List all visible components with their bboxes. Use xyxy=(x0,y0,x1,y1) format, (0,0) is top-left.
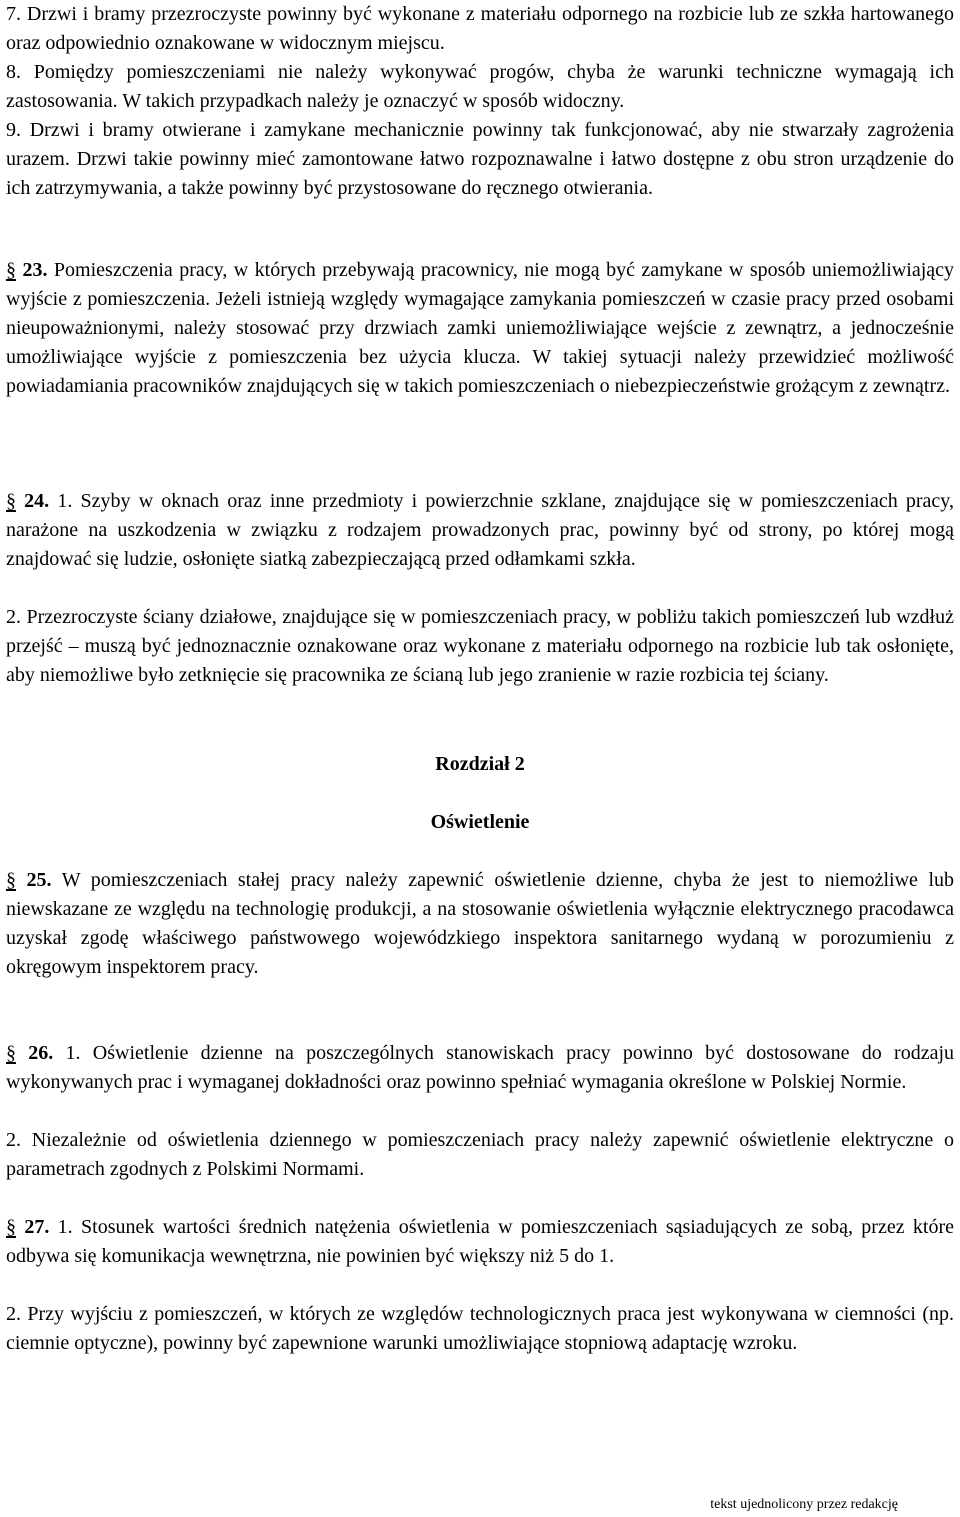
item-text: Szyby w oknach oraz inne przedmioty i powierzchnie szklane, znajdujące się w pomieszczeniach pracy, narażone na uszkodzenia w związku z rodzajem prowadzonych prac, powinny być od strony, po której mogą znajdować się ludzie, osłonięte siatką zabezpieczającą przed odłamkami szkła. xyxy=(6,490,954,570)
paragraph-number: 7. xyxy=(6,3,21,25)
section-24-item-2 xyxy=(6,603,954,690)
item-number: 2. xyxy=(6,1129,21,1151)
paragraph-8 xyxy=(6,58,954,116)
section-number: 24. xyxy=(24,490,50,512)
paragraph-9 xyxy=(6,116,954,203)
item-number: 1. xyxy=(49,1216,73,1238)
item-text: Stosunek wartości średnich natężenia oświetlenia w pomieszczeniach sąsiadujących ze sobą, przez które odbywa się komunikacja wewnętrzna, nie powinien być większy niż 5 do 1. xyxy=(6,1216,955,1267)
section-text: W pomieszczeniach stałej pracy należy zapewnić oświetlenie dzienne, chyba że jest to niemożliwe lub niewskazane ze względu na technologię produkcji, a na stosowanie oświetlenia wyłącznie elektrycznego pracodawca uzyskał zgodę właściwego państwowego wojewódzkiego inspektora sanitarnego wydaną w porozumieniu z okręgowym inspektorem pracy. xyxy=(6,869,954,978)
section-25 xyxy=(6,866,954,982)
paragraph-7 xyxy=(6,0,954,58)
section-24-item-1 xyxy=(6,487,954,574)
chapter-subtitle: Oświetlenie xyxy=(430,811,530,833)
paragraph-number: 9. xyxy=(6,119,21,141)
section-27-item-1 xyxy=(6,1213,954,1271)
section-number: 26. xyxy=(28,1042,54,1064)
section-sign: § xyxy=(6,1042,16,1064)
paragraph-number: 8. xyxy=(6,61,21,83)
section-number: 27. xyxy=(24,1216,50,1238)
paragraph-text: Drzwi i bramy otwierane i zamykane mechanicznie powinny tak funkcjonować, aby nie stwarzały zagrożenia urazem. Drzwi takie powinny mieć zamontowane łatwo rozpoznawalne i łatwo dostępne z obu stron urządzenie do ich zatrzymywania, a także powinny być przystosowane do ręcznego otwierania. xyxy=(6,119,954,199)
item-number: 2. xyxy=(6,606,21,628)
section-27-item-2 xyxy=(6,1300,954,1358)
item-text: Niezależnie od oświetlenia dziennego w pomieszczeniach pracy należy zapewnić oświetlenie elektryczne o parametrach zgodnych z Polskimi Normami. xyxy=(6,1129,954,1180)
section-sign: § xyxy=(6,490,16,512)
footer-note: tekst ujednolicony przez redakcję xyxy=(710,1497,898,1512)
item-number: 1. xyxy=(53,1042,81,1064)
paragraph-text: Pomiędzy pomieszczeniami nie należy wykonywać progów, chyba że warunki techniczne wymagają ich zastosowania. W takich przypadkach należy je oznaczyć w sposób widoczny. xyxy=(6,61,954,112)
section-26-item-2 xyxy=(6,1126,954,1184)
item-text: Przezroczyste ściany działowe, znajdujące się w pomieszczeniach pracy, w pobliżu takich pomieszczeń lub wzdłuż przejść – muszą być jednoznacznie oznakowane oraz wykonane z materiału odpornego na rozbicie lub tak osłonięte, aby niemożliwe było zetknięcie się pracownika ze ścianą lub jego zranienie w razie rozbicia tej ściany. xyxy=(6,606,954,686)
section-sign: § xyxy=(6,869,16,891)
item-number: 2. xyxy=(6,1303,21,1325)
item-text: Oświetlenie dzienne na poszczególnych stanowiskach pracy powinno być dostosowane do rodzaju wykonywanych prac i wymaganej dokładności oraz powinno spełniać wymagania określone w Polskiej Normie. xyxy=(6,1042,955,1093)
section-number: 23. xyxy=(22,259,48,281)
item-number: 1. xyxy=(49,490,73,512)
section-text: Pomieszczenia pracy, w których przebywają pracownicy, nie mogą być zamykane w sposób uniemożliwiający wyjście z pomieszczenia. Jeżeli istnieją względy wymagające zamykania pomieszczeń w czasie pracy przed osobami nieupoważnionymi, należy stosować przy drzwiach zamki uniemożliwiające wejście z zewnątrz, a jednocześnie umożliwiające wyjście z pomieszczenia bez użycia klucza. W takiej sytuacji należy przewidzieć możliwość powiadamiania pracowników znajdujących się w takich pomieszczeniach o niebezpieczeństwie grożącym z zewnątrz. xyxy=(6,259,955,397)
chapter-title: Rozdział 2 xyxy=(435,753,525,775)
section-number: 25. xyxy=(26,869,52,891)
item-text: Przy wyjściu z pomieszczeń, w których ze względów technologicznych praca jest wykonywana w ciemności (np. ciemnie optyczne), powinny być zapewnione warunki umożliwiające stopniową adaptację wzroku. xyxy=(6,1303,954,1354)
section-26-item-1 xyxy=(6,1039,954,1097)
section-sign: § xyxy=(6,1216,16,1238)
section-23 xyxy=(6,256,954,401)
section-sign: § xyxy=(6,259,16,281)
paragraph-text: Drzwi i bramy przezroczyste powinny być wykonane z materiału odpornego na rozbicie lub ze szkła hartowanego oraz odpowiednio oznakowane w widocznym miejscu. xyxy=(6,3,954,54)
